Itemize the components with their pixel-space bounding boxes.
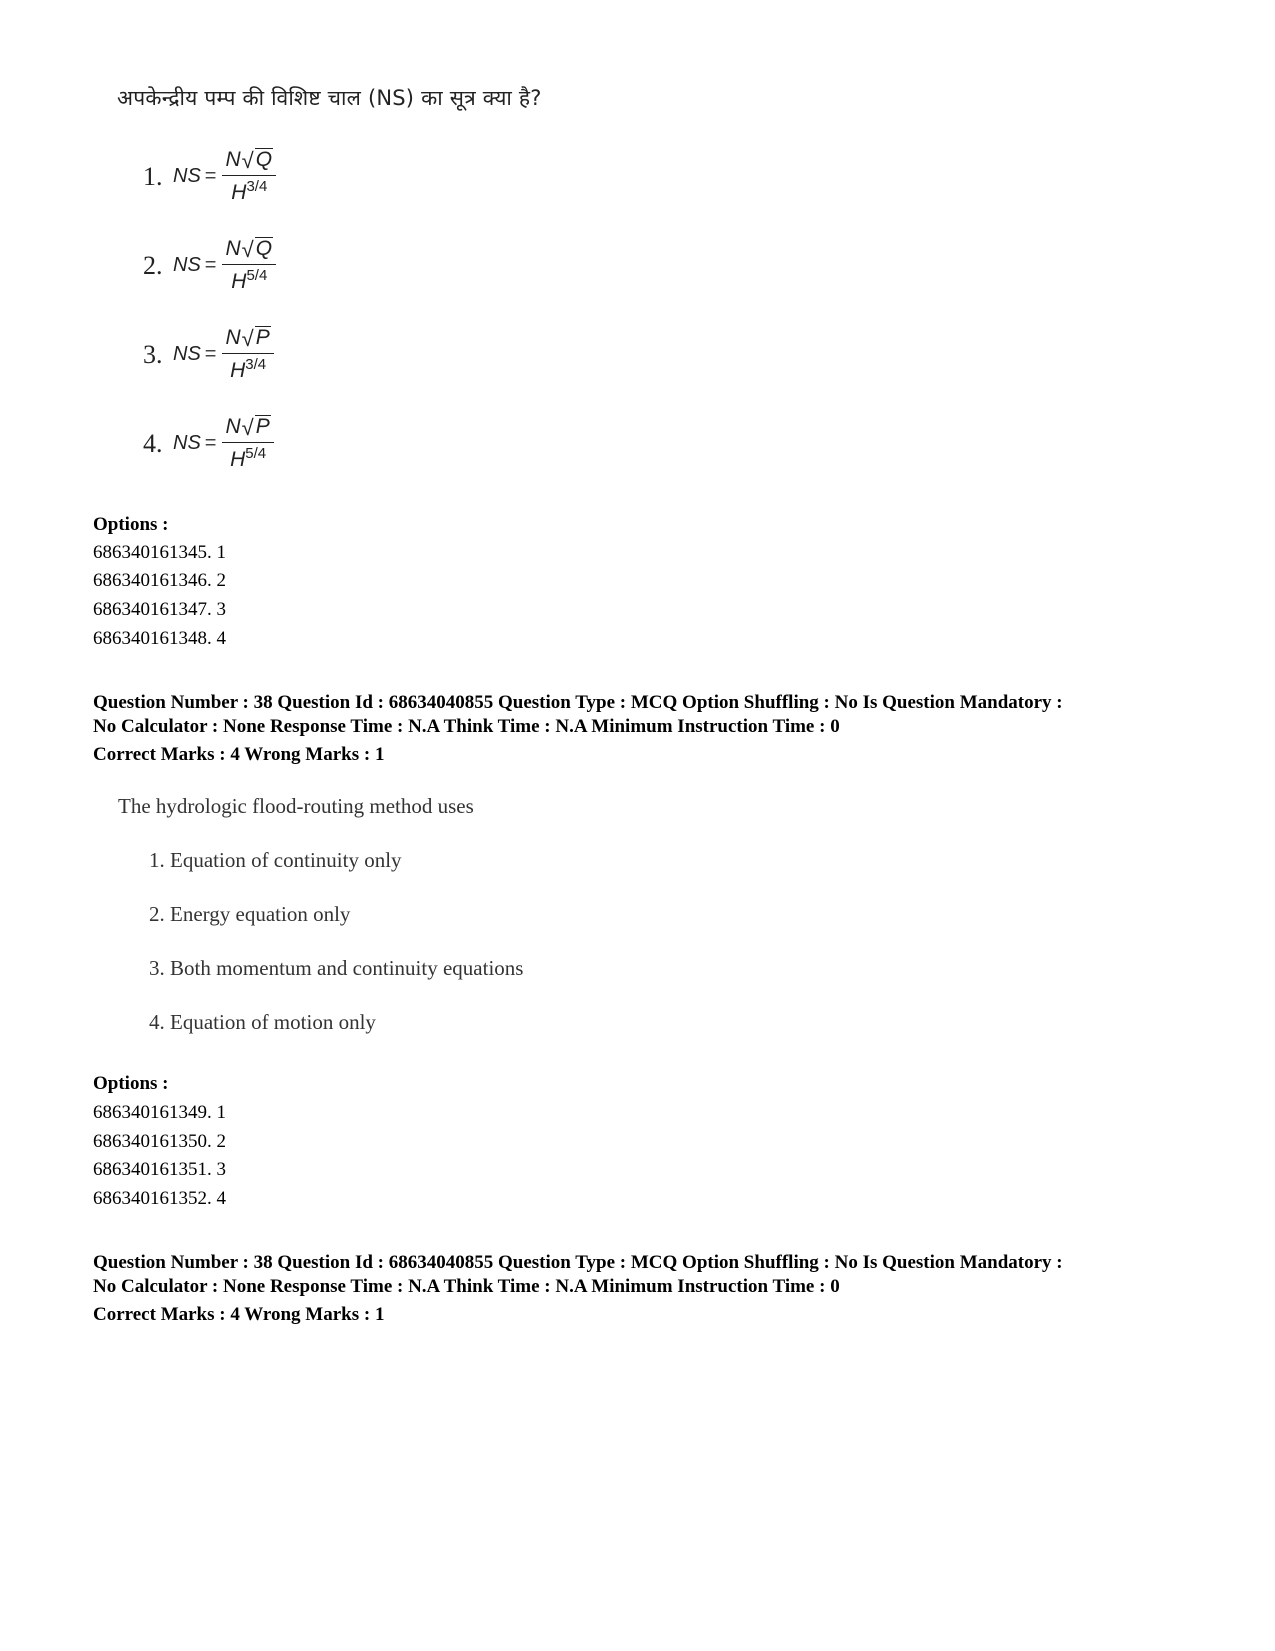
- radicand: Q: [255, 237, 273, 261]
- formula-option-2: [143, 237, 276, 294]
- fraction: [222, 415, 273, 472]
- numerator: [222, 415, 273, 443]
- head-symbol: H: [230, 359, 246, 382]
- option-id: 686340161348. 4: [93, 628, 226, 649]
- denominator: [231, 176, 267, 205]
- square-root: √ Q: [241, 236, 273, 262]
- question-meta-line-1: Question Number : 38 Question Id : 68634040855 Question Type : MCQ Option Shuffling : No Is Question Mandatory :: [93, 692, 1063, 713]
- exponent: 5/4: [245, 445, 267, 462]
- question-marks: Correct Marks : 4 Wrong Marks : 1: [93, 1304, 385, 1325]
- formula-option-4: [143, 415, 274, 472]
- option-id: 686340161352. 4: [93, 1188, 226, 1209]
- speed-symbol: N: [225, 148, 241, 171]
- options-label: Options :: [93, 514, 169, 535]
- option-id: 686340161346. 2: [93, 570, 226, 591]
- exponent: 3/4: [246, 178, 268, 195]
- formula-equals: =: [204, 432, 217, 454]
- choice-1: 1. Equation of continuity only: [149, 848, 402, 872]
- radicand: P: [255, 415, 270, 439]
- question-marks: Correct Marks : 4 Wrong Marks : 1: [93, 744, 385, 765]
- formula-equals: =: [204, 165, 217, 187]
- formula-lhs: NS: [173, 165, 201, 187]
- fraction: [222, 326, 273, 383]
- denominator: [231, 265, 267, 294]
- denominator: [230, 443, 266, 472]
- square-root: √ Q: [241, 147, 273, 173]
- radicand: P: [255, 326, 270, 350]
- formula-option-1: [143, 148, 276, 205]
- question-meta-line-2: No Calculator : None Response Time : N.A Think Time : N.A Minimum Instruction Time : 0: [93, 1276, 840, 1297]
- question-text: The hydrologic flood-routing method uses: [118, 794, 474, 818]
- option-id: 686340161350. 2: [93, 1131, 226, 1152]
- square-root: √ P: [241, 414, 270, 440]
- numerator: [222, 237, 276, 265]
- option-id: 686340161351. 3: [93, 1159, 226, 1180]
- question-meta-line-1: Question Number : 38 Question Id : 68634040855 Question Type : MCQ Option Shuffling : No Is Question Mandatory :: [93, 1252, 1063, 1273]
- square-root: √ P: [241, 325, 270, 351]
- formula-equals: =: [204, 343, 217, 365]
- formula-lhs: NS: [173, 343, 201, 365]
- formula-option-3: [143, 326, 274, 383]
- formula-number: 2.: [143, 250, 163, 280]
- question-text-hindi: अपकेन्द्रीय पम्प की विशिष्ट चाल (NS) का सूत्र क्या है?: [117, 86, 542, 110]
- head-symbol: H: [231, 181, 247, 204]
- formula-number: 1.: [143, 161, 163, 191]
- formula-lhs: NS: [173, 254, 201, 276]
- numerator: [222, 326, 273, 354]
- speed-symbol: N: [225, 415, 241, 438]
- head-symbol: H: [231, 270, 247, 293]
- radicand: Q: [255, 148, 273, 172]
- exponent: 3/4: [245, 356, 267, 373]
- fraction: [222, 237, 276, 294]
- speed-symbol: N: [225, 326, 241, 349]
- option-id: 686340161347. 3: [93, 599, 226, 620]
- fraction: [222, 148, 276, 205]
- formula-equals: =: [204, 254, 217, 276]
- formula-number: 3.: [143, 339, 163, 369]
- formula-lhs: NS: [173, 432, 201, 454]
- option-id: 686340161349. 1: [93, 1102, 226, 1123]
- exponent: 5/4: [246, 267, 268, 284]
- speed-symbol: N: [225, 237, 241, 260]
- question-meta-line-2: No Calculator : None Response Time : N.A Think Time : N.A Minimum Instruction Time : 0: [93, 716, 840, 737]
- denominator: [230, 354, 266, 383]
- choice-4: 4. Equation of motion only: [149, 1010, 376, 1034]
- formula-number: 4.: [143, 428, 163, 458]
- numerator: [222, 148, 276, 176]
- options-label: Options :: [93, 1073, 169, 1094]
- option-id: 686340161345. 1: [93, 542, 226, 563]
- choice-2: 2. Energy equation only: [149, 902, 351, 926]
- choice-3: 3. Both momentum and continuity equations: [149, 956, 524, 980]
- head-symbol: H: [230, 448, 246, 471]
